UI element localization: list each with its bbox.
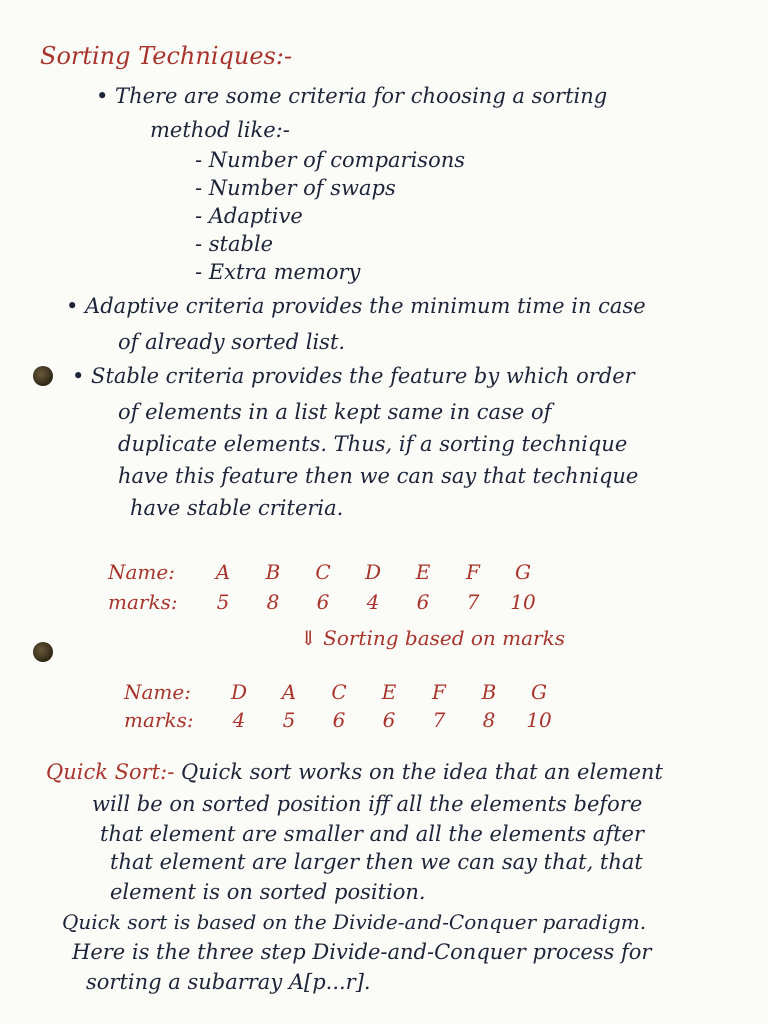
cell: A [281,680,297,704]
stable-line: of elements in a list kept same in case of [118,400,552,424]
cell: 5 [216,590,230,614]
cell: G [531,680,547,704]
cell: B [265,560,281,584]
quicksort-line: will be on sorted position iff all the elements before [92,792,643,816]
quicksort-line: that element are larger then we can say that, that [110,850,643,874]
adaptive-line: of already sorted list. [118,330,346,354]
cell: 5 [282,708,296,732]
cell: 7 [466,590,480,614]
cell: 7 [432,708,446,732]
criteria-item: - stable [195,232,274,256]
quicksort-line: element is on sorted position. [110,880,426,904]
binder-hole-top [33,366,53,386]
cell: 10 [526,708,552,732]
criteria-item: - Number of swaps [195,176,396,200]
cell: A [215,560,231,584]
cell: 4 [232,708,246,732]
quicksort-line: Here is the three step Divide-and-Conquer process for [72,940,652,964]
cell: E [415,560,431,584]
stable-line: have this feature then we can say that technique [118,464,639,488]
name-label: Name: [108,560,175,584]
cell: 6 [332,708,346,732]
cell: 10 [510,590,536,614]
cell: D [230,680,248,704]
intro-line-1: • There are some criteria for choosing a sorting [96,84,608,108]
table-after-names-row [124,680,564,704]
intro-line-2: method like:- [150,118,290,142]
sorting-arrow-caption: ⇓ Sorting based on marks [300,626,565,650]
cell: F [466,560,480,584]
quicksort-line: Quick sort is based on the Divide-and-Conquer paradigm. [62,910,647,934]
cell: C [331,680,347,704]
cell: C [315,560,331,584]
cell: F [432,680,446,704]
quicksort-heading: Quick Sort:- [46,760,175,784]
stable-line: duplicate elements. Thus, if a sorting technique [118,432,628,456]
criteria-item: - Adaptive [195,204,303,228]
marks-label: marks: [108,590,178,614]
name-label: Name: [124,680,191,704]
adaptive-line: • Adaptive criteria provides the minimum time in case [66,294,646,318]
marks-label: marks: [124,708,194,732]
stable-line: have stable criteria. [130,496,344,520]
table-before-marks-row [108,590,548,614]
cell: 6 [382,708,396,732]
criteria-item: - Extra memory [195,260,361,284]
cell: 4 [366,590,380,614]
cell: 8 [482,708,496,732]
quicksort-line: Quick sort works on the idea that an element [180,760,663,784]
quicksort-line: that element are smaller and all the elements after [100,822,644,846]
cell: B [481,680,497,704]
binder-hole-bottom [33,642,53,662]
stable-line: • Stable criteria provides the feature by which order [72,364,635,388]
table-before-names-row [108,560,548,584]
page-heading: Sorting Techniques:- [40,42,293,70]
cell: 6 [416,590,430,614]
cell: G [515,560,531,584]
cell: 8 [266,590,280,614]
quicksort-first-line [46,762,663,783]
cell: D [364,560,382,584]
quicksort-line: sorting a subarray A[p...r]. [86,970,371,994]
cell: E [381,680,397,704]
table-after-marks-row [124,708,564,732]
cell: 6 [316,590,330,614]
criteria-item: - Number of comparisons [195,148,466,172]
